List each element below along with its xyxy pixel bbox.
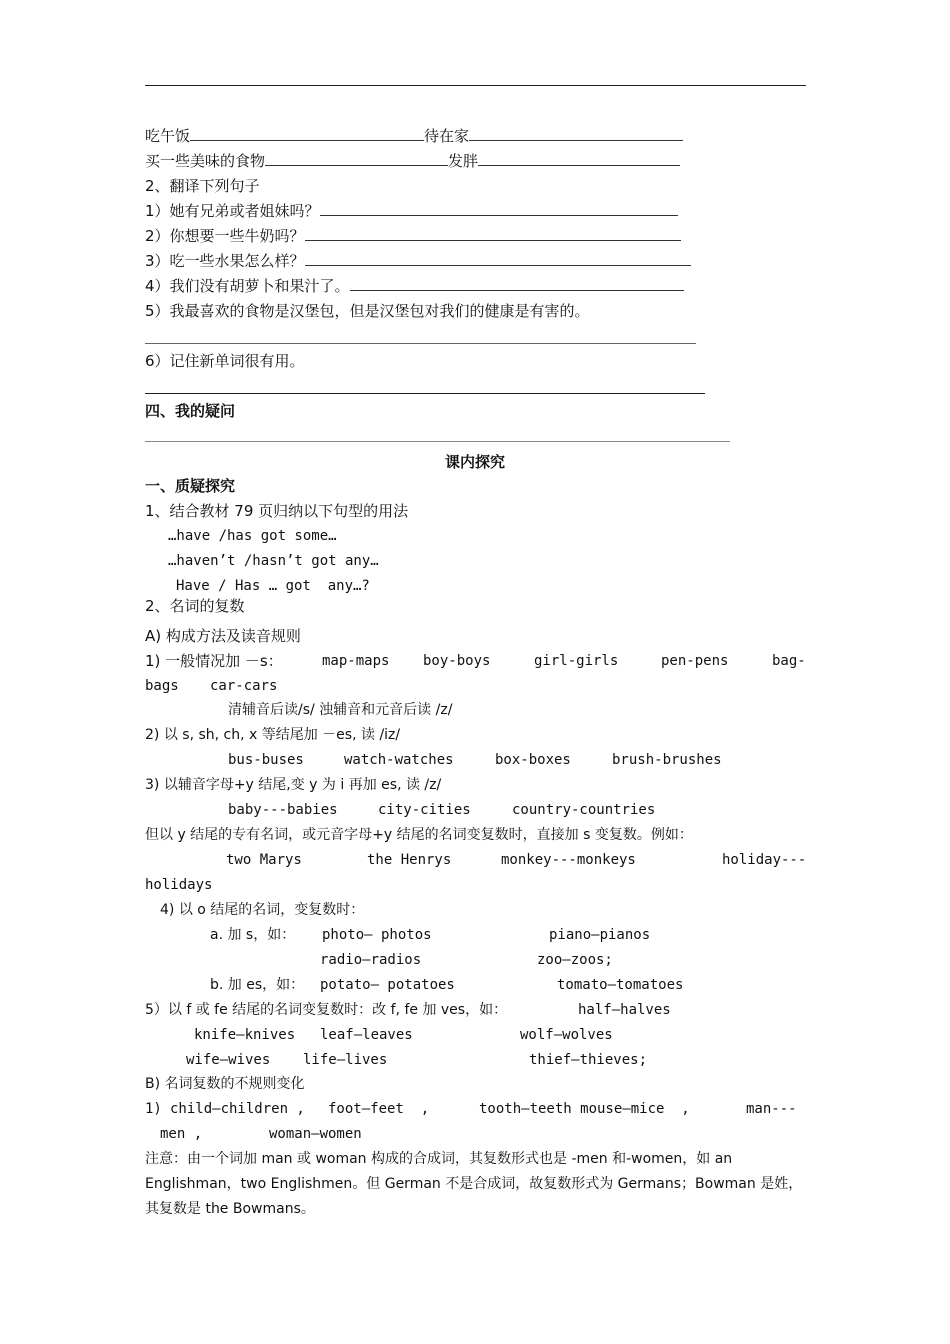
example: girl-girls	[534, 653, 619, 669]
pattern-3: Have / Has … got any…?	[176, 578, 370, 594]
example: pen-pens	[661, 653, 729, 669]
example: box-boxes	[495, 752, 571, 768]
example: knife—knives	[194, 1027, 296, 1043]
answer-blank[interactable]	[469, 126, 683, 141]
answer-blank[interactable]	[350, 276, 684, 291]
rule4a-label: a. 加 s，如：	[210, 927, 296, 943]
vocab-stay-home: 待在家	[424, 127, 470, 145]
answer-blank[interactable]	[305, 251, 691, 266]
example: brush-brushes	[612, 752, 722, 768]
sentence-1	[145, 201, 678, 221]
a-heading: A) 构成方法及读音规则	[145, 627, 301, 645]
sentence-text: 2）你想要一些牛奶吗？	[145, 227, 305, 245]
questions-answer-line[interactable]	[145, 441, 730, 442]
rule4-label: 4) 以 o 结尾的名词，变复数时：	[160, 902, 365, 918]
vocab-row-2	[145, 151, 680, 171]
example: wolf—wolves	[520, 1027, 613, 1043]
example: half—halves	[578, 1002, 671, 1018]
answer-blank[interactable]	[190, 126, 424, 141]
irregular-label: 1)	[145, 1101, 171, 1117]
answer-blank[interactable]	[320, 201, 678, 216]
answer-blank[interactable]	[478, 151, 680, 166]
rule4b-label: b. 加 es，如：	[210, 977, 305, 993]
questions-heading: 四、我的疑问	[145, 402, 236, 420]
answer-line-6[interactable]	[145, 393, 705, 394]
example: holidays	[145, 877, 213, 893]
example: country-countries	[512, 802, 656, 818]
example: city-cities	[378, 802, 471, 818]
rule5-label: 5）以 f 或 fe 结尾的名词变复数时：改 f, fe 加 ves，如：	[145, 1002, 508, 1018]
example: map-maps	[322, 653, 390, 669]
sentence-text: 4）我们没有胡萝卜和果汁了。	[145, 277, 350, 295]
example: bus-buses	[228, 752, 304, 768]
example: potato— potatoes	[320, 977, 455, 993]
example: tomato—tomatoes	[557, 977, 684, 993]
rule1-label: 1) 一般情况加 －s：	[145, 652, 283, 670]
example: car-cars	[210, 678, 278, 694]
example: photo— photos	[322, 927, 432, 943]
sentence-text: 3）吃一些水果怎么样？	[145, 252, 305, 270]
inquiry-heading: 一、质疑探究	[145, 477, 236, 495]
sentence-4	[145, 276, 684, 296]
note-line-2: Englishman，two Englishmen。但 German 不是合成词，故复数形式为 Germans；Bowman 是姓，	[145, 1176, 803, 1192]
example: life—lives	[303, 1052, 388, 1068]
example: the Henrys	[367, 852, 452, 868]
example: bags	[145, 678, 179, 694]
example: man---	[746, 1101, 797, 1117]
example: woman—women	[269, 1126, 362, 1142]
sentence-3	[145, 251, 691, 271]
pattern-2: …haven’t /hasn’t got any…	[168, 553, 379, 569]
vocab-get-fat: 发胖	[448, 152, 479, 170]
example: foot—feet ,	[328, 1101, 430, 1117]
item1: 1、结合教材 79 页归纳以下句型的用法	[145, 502, 409, 520]
sentence-2	[145, 226, 681, 246]
example: holiday---	[722, 852, 807, 868]
item2: 2、名词的复数	[145, 597, 245, 615]
pattern-1: …have /has got some…	[168, 528, 337, 544]
inquiry-title: 课内探究	[444, 453, 505, 471]
answer-blank[interactable]	[305, 226, 681, 241]
translate-heading: 2、翻译下列句子	[145, 177, 260, 195]
rule2-label: 2) 以 s, sh, ch, x 等结尾加 －es, 读 /iz/	[145, 727, 401, 743]
answer-blank[interactable]	[265, 151, 448, 166]
example: baby---babies	[228, 802, 338, 818]
example: watch-watches	[344, 752, 454, 768]
vocab-row-1	[145, 126, 683, 146]
example: boy-boys	[423, 653, 491, 669]
example: two Marys	[226, 852, 302, 868]
example: piano—pianos	[549, 927, 651, 943]
example: thief—thieves;	[529, 1052, 648, 1068]
example: child—children ,	[170, 1101, 305, 1117]
note-line-1: 注意：由一个词加 man 或 woman 构成的合成词，其复数形式也是 -men 和-women，如 an	[145, 1151, 733, 1167]
sentence-text: 1）她有兄弟或者姐妹吗？	[145, 202, 320, 220]
rule3-label: 3) 以辅音字母+y 结尾,变 y 为 i 再加 es, 读 /z/	[145, 777, 442, 793]
sentence-6: 6）记住新单词很有用。	[145, 352, 305, 370]
sentence-5: 5）我最喜欢的食物是汉堡包，但是汉堡包对我们的健康是有害的。	[145, 302, 590, 320]
example: monkey---monkeys	[501, 852, 636, 868]
note-line-3: 其复数是 the Bowmans。	[145, 1201, 315, 1217]
rule1-note: 清辅音后读/s/ 浊辅音和元音后读 /z/	[228, 702, 453, 718]
answer-line-5[interactable]	[145, 343, 696, 344]
top-rule	[145, 85, 806, 86]
example: bag-	[772, 653, 806, 669]
example: zoo—zoos;	[537, 952, 613, 968]
vocab-buy-food: 买一些美味的食物	[145, 152, 266, 170]
example: radio—radios	[320, 952, 422, 968]
b-heading: B) 名词复数的不规则变化	[145, 1076, 305, 1092]
example: wife—wives	[186, 1052, 271, 1068]
rule3-note: 但以 y 结尾的专有名词，或元音字母+y 结尾的名词变复数时，直接加 s 变复数。例如：	[145, 827, 693, 843]
vocab-lunch: 吃午饭	[145, 127, 191, 145]
example: men ,	[160, 1126, 203, 1142]
example: tooth—teeth mouse—mice ,	[479, 1101, 690, 1117]
example: leaf—leaves	[320, 1027, 413, 1043]
